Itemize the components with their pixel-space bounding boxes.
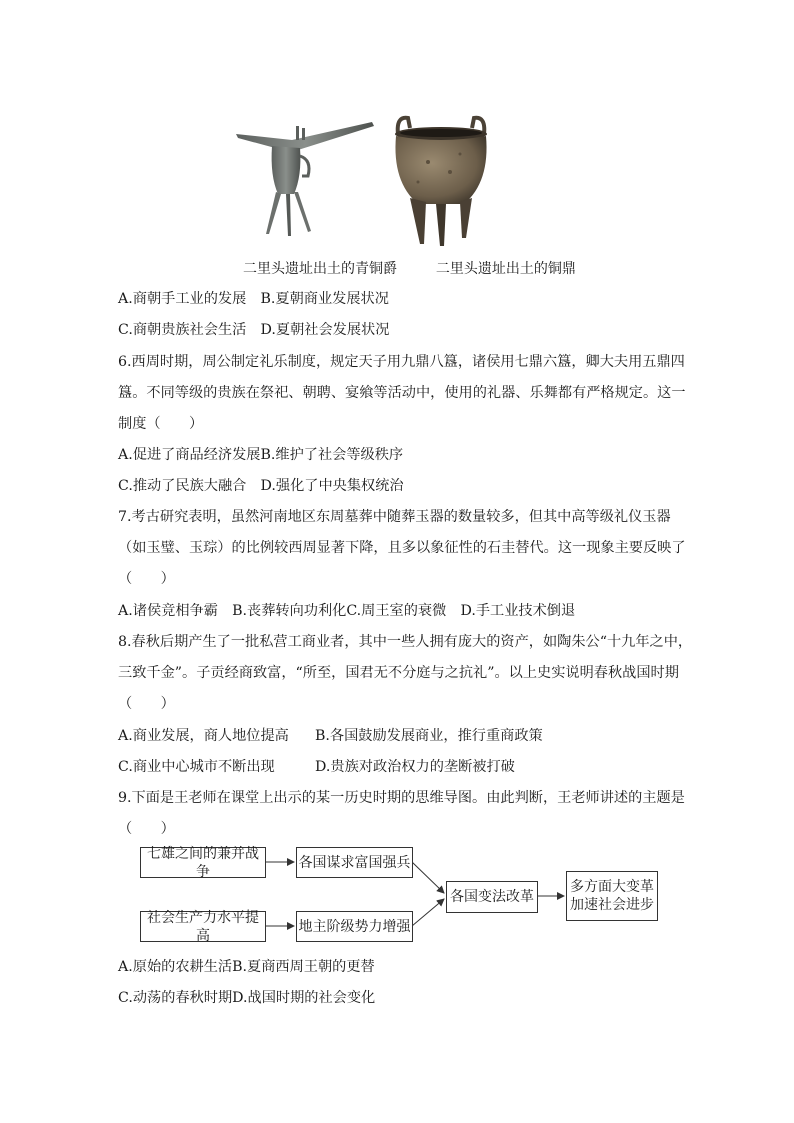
q9-stem-line2: （ ） [118, 821, 175, 837]
ding-caption: 二里头遗址出土的铜鼎 [435, 261, 576, 277]
mindmap-node-annexation-wars: 七雄之间的兼并战争 [140, 847, 266, 878]
mindmap-node-productivity: 社会生产力水平提高 [140, 911, 266, 942]
q9-options-ab: A.原始的农耕生活B.夏商西周王朝的更替 [118, 959, 375, 975]
q7-stem-line1: 7.考古研究表明，虽然河南地区东周墓葬中随葬玉器的数量较多，但其中高等级礼仪玉器 [118, 509, 671, 525]
q6-stem-line2: 簋。不同等级的贵族在祭祀、朝聘、宴飨等活动中，使用的礼器、乐舞都有严格规定。这一 [118, 385, 686, 401]
q8-option-a: A.商业发展，商人地位提高 [118, 728, 289, 744]
q8-option-b: B.各国鼓励发展商业，推行重商政策 [315, 728, 543, 744]
q9-stem-line1: 9.下面是王老师在课堂上出示的某一历史时期的思维导图。由此判断，王老师讲述的主题是 [118, 790, 685, 806]
q7-options: A.诸侯竞相争霸 B.丧葬转向功利化C.周王室的衰微 D.手工业技术倒退 [118, 603, 576, 619]
q8-stem-line1: 8.春秋后期产生了一批私营工商业者，其中一些人拥有庞大的资产，如陶朱公“十九年之中， [118, 634, 693, 650]
q8-stem-line2: 三致千金”。子贡经商致富，“所至，国君无不分庭与之抗礼”。以上史实说明春秋战国时期 [118, 665, 679, 681]
q6-options-ab: A.促进了商品经济发展B.维护了社会等级秩序 [118, 447, 404, 463]
q8-stem-line3: （ ） [118, 696, 175, 712]
mindmap-node-reforms: 各国变法改革 [446, 881, 538, 913]
q7-stem-line2: （如玉璧、玉琮）的比例较西周显著下降，且多以象征性的石圭替代。这一现象主要反映了 [118, 540, 686, 556]
q5-options-cd: C.商朝贵族社会生活 D.夏朝社会发展状况 [118, 322, 390, 338]
jue-caption: 二里头遗址出土的青铜爵 [243, 261, 397, 277]
mindmap-outcome-line2: 加速社会进步 [570, 897, 654, 913]
q5-options-ab: A.商朝手工业的发展 B.夏朝商业发展状况 [118, 291, 389, 307]
mindmap-outcome-line1: 多方面大变革 [570, 879, 654, 895]
q6-stem-line3: 制度（ ） [118, 416, 204, 432]
q7-stem-line3: （ ） [118, 571, 175, 587]
q6-stem-line1: 6.西周时期，周公制定礼乐制度，规定天子用九鼎八簋，诸侯用七鼎六簋，卿大夫用五鼎四 [118, 354, 685, 370]
q9-options-cd: C.动荡的春秋时期D.战国时期的社会变化 [118, 990, 376, 1006]
mindmap-node-outcome [566, 871, 658, 921]
q8-option-d: D.贵族对政治权力的垄断被打破 [315, 759, 515, 775]
mindmap-node-enrich-strengthen: 各国谋求富国强兵 [296, 847, 413, 878]
q8-option-c: C.商业中心城市不断出现 [118, 759, 275, 775]
q6-options-cd: C.推动了民族大融合 D.强化了中央集权统治 [118, 478, 404, 494]
mindmap-node-landlord-class: 地主阶级势力增强 [296, 911, 413, 942]
